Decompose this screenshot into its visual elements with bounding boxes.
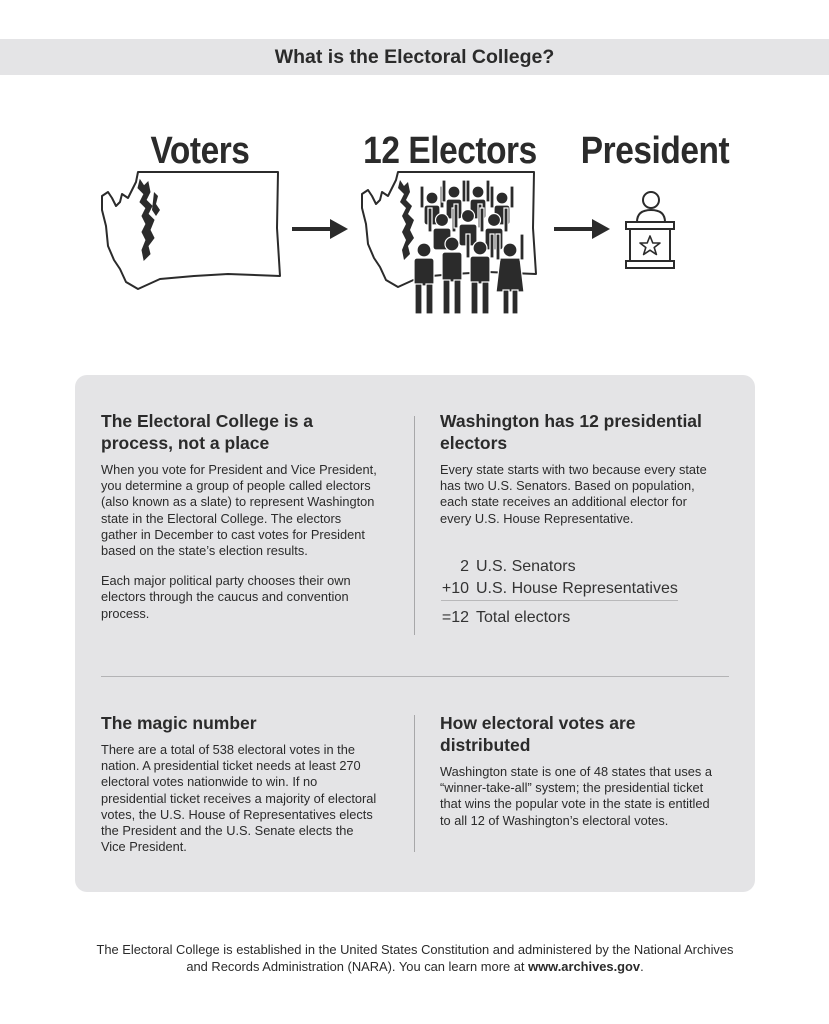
tally-label: U.S. House Representatives (476, 580, 678, 597)
section-title: Washington has 12 presidential electors (440, 411, 702, 453)
elector-tally (441, 556, 681, 629)
section-paragraph: Each major political party chooses their own electors through the caucus and convention process. (101, 573, 351, 621)
voters-label: Voters (150, 130, 250, 172)
tally-value: +10 (441, 580, 469, 597)
section-process (101, 410, 381, 636)
section-washington (440, 410, 720, 541)
section-paragraph: Washington state is one of 48 states that uses a “winner-take-all” system; the presidential ticket that wins the popular vote in the state is entitled to all 12 of Washington’s electoral votes. (440, 764, 712, 828)
electors-group-icon (358, 168, 540, 318)
section-title: How electoral votes are distributed (440, 713, 636, 755)
section-paragraph: When you vote for President and Vice President, you determine a group of people called electors (also known as a slate) to represent Washington state in the Electoral College. The electors gather in December to cast votes for President based on the state’s election results. (101, 462, 377, 559)
section-magic-number (101, 712, 381, 869)
page-title: What is the Electoral College? (274, 46, 555, 68)
archives-link[interactable]: www.archives.gov (528, 959, 641, 974)
section-paragraph: There are a total of 538 electoral votes in the nation. A presidential ticket needs at least 270 electoral votes nationwide to win. If no presidential ticket receives a majority of electoral votes, the U.S. House of Representatives elects the President and the U.S. Senate elects the Vice President. (101, 742, 377, 855)
president-label: President (580, 130, 730, 172)
page-title-banner (0, 39, 829, 75)
column-divider (414, 416, 415, 635)
section-distribution (440, 712, 712, 843)
footer-note (90, 941, 740, 975)
tally-row (441, 556, 681, 578)
column-divider (414, 715, 415, 852)
president-podium-icon (624, 190, 676, 272)
tally-label: Total electors (476, 609, 571, 626)
arrow-right-icon (554, 217, 612, 241)
tally-label: U.S. Senators (476, 558, 576, 575)
section-title: The magic number (101, 713, 257, 733)
washington-map-icon (98, 168, 284, 294)
row-divider (101, 676, 729, 677)
section-title: The Electoral College is a process, not a place (101, 411, 314, 453)
tally-value: 2 (460, 558, 469, 575)
footer-end: . (640, 959, 644, 974)
section-paragraph: Every state starts with two because every state has two U.S. Senators. Based on population, each state receives an additional elector for every U.S. House Representative. (440, 462, 707, 526)
arrow-right-icon (292, 217, 350, 241)
electors-label: 12 Electors (363, 130, 537, 172)
tally-value: =12 (441, 609, 469, 626)
tally-row (441, 607, 681, 629)
tally-row (441, 578, 681, 600)
footer-text: The Electoral College is established in the United States Constitution and administered by the National Archives and Records Administration (NARA). You can learn more at (96, 942, 734, 974)
tally-sum-rule (441, 600, 678, 601)
